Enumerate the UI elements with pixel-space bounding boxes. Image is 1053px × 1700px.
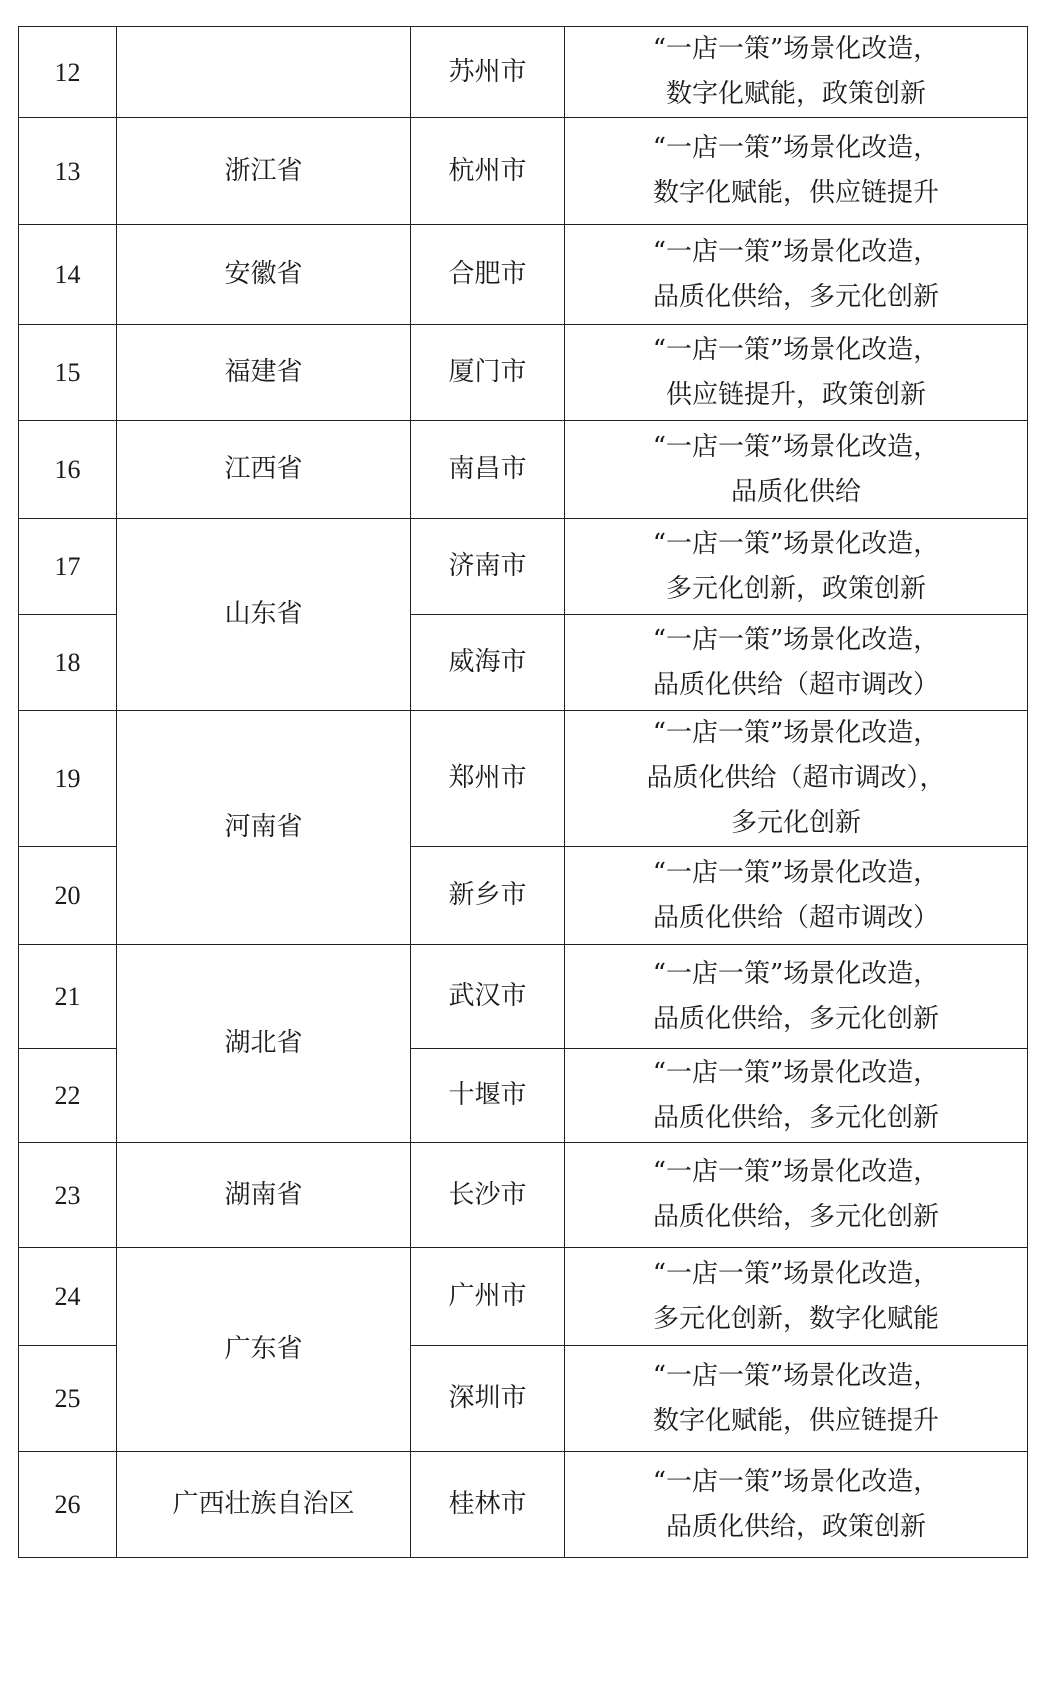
measures-line: “一店一策”场景化改造， xyxy=(652,1157,940,1187)
row-number: 22 xyxy=(19,1049,117,1143)
measures-line: “一店一策”场景化改造， xyxy=(652,624,940,655)
row-number: 18 xyxy=(19,615,117,711)
measures-line: “一店一策”场景化改造， xyxy=(652,857,940,888)
measures-line: “一店一策”场景化改造， xyxy=(652,958,940,989)
measures-cell xyxy=(565,1049,1028,1143)
measures-cell xyxy=(565,711,1028,847)
row-number: 15 xyxy=(19,325,117,421)
province-cell xyxy=(117,27,411,118)
measures-line: “一店一策”场景化改造， xyxy=(652,528,940,559)
city-cell: 深圳市 xyxy=(411,1346,565,1452)
measures-cell xyxy=(565,1248,1028,1346)
measures-line: “一店一策”场景化改造， xyxy=(652,1057,940,1088)
row-number: 13 xyxy=(19,118,117,225)
province-cell: 广东省 xyxy=(117,1248,411,1452)
measures-line: “一店一策”场景化改造， xyxy=(652,1258,940,1289)
city-cell: 杭州市 xyxy=(411,118,565,225)
province-cell: 安徽省 xyxy=(117,225,411,325)
measures-line: 数字化赋能，供应链提升 xyxy=(652,1405,939,1436)
measures-line: 多元化创新，数字化赋能 xyxy=(652,1303,939,1334)
measures-line: 品质化供给，多元化创新 xyxy=(652,1102,939,1133)
table-row xyxy=(19,711,1028,847)
table-row xyxy=(19,325,1028,421)
table-row xyxy=(19,27,1028,118)
table-row xyxy=(19,1143,1028,1248)
pilot-city-table xyxy=(18,26,1028,1558)
row-number: 24 xyxy=(19,1248,117,1346)
measures-line: 数字化赋能，政策创新 xyxy=(665,79,926,109)
province-cell: 福建省 xyxy=(117,325,411,421)
measures-line: “一店一策”场景化改造， xyxy=(652,133,940,163)
city-cell: 郑州市 xyxy=(411,711,565,847)
measures-line: “一店一策”场景化改造， xyxy=(652,718,940,748)
province-cell: 山东省 xyxy=(117,519,411,711)
measures-line: “一店一策”场景化改造， xyxy=(652,34,940,64)
row-number: 12 xyxy=(19,27,117,118)
province-cell: 湖北省 xyxy=(117,945,411,1143)
measures-line: 品质化供给，多元化创新 xyxy=(652,1003,939,1034)
measures-line: “一店一策”场景化改造， xyxy=(652,334,940,365)
measures-cell xyxy=(565,118,1028,225)
measures-cell xyxy=(565,945,1028,1049)
measures-cell xyxy=(565,847,1028,945)
measures-cell xyxy=(565,1452,1028,1558)
measures-line: 数字化赋能，供应链提升 xyxy=(652,178,939,208)
city-cell: 厦门市 xyxy=(411,325,565,421)
measures-line: 品质化供给，多元化创新 xyxy=(652,1202,939,1232)
measures-cell xyxy=(565,1143,1028,1248)
city-cell: 威海市 xyxy=(411,615,565,711)
measures-cell xyxy=(565,421,1028,519)
table-row xyxy=(19,1248,1028,1346)
measures-cell xyxy=(565,325,1028,421)
city-cell: 桂林市 xyxy=(411,1452,565,1558)
measures-line: “一店一策”场景化改造， xyxy=(652,1360,940,1391)
table-row xyxy=(19,1452,1028,1558)
province-cell: 湖南省 xyxy=(117,1143,411,1248)
city-cell: 长沙市 xyxy=(411,1143,565,1248)
measures-line: 品质化供给（超市调改）， xyxy=(646,763,946,793)
row-number: 26 xyxy=(19,1452,117,1558)
table-row xyxy=(19,421,1028,519)
measures-cell xyxy=(565,519,1028,615)
row-number: 17 xyxy=(19,519,117,615)
table-row xyxy=(19,118,1028,225)
measures-line: 品质化供给（超市调改） xyxy=(652,902,939,933)
measures-line: 多元化创新，政策创新 xyxy=(665,573,926,604)
measures-cell xyxy=(565,1346,1028,1452)
province-cell: 河南省 xyxy=(117,711,411,945)
province-cell: 广西壮族自治区 xyxy=(117,1452,411,1558)
measures-line: “一店一策”场景化改造， xyxy=(652,236,940,267)
city-cell: 合肥市 xyxy=(411,225,565,325)
measures-line: 品质化供给，多元化创新 xyxy=(652,281,939,312)
city-cell: 济南市 xyxy=(411,519,565,615)
measures-line: 品质化供给，政策创新 xyxy=(665,1511,926,1542)
measures-line: “一店一策”场景化改造， xyxy=(652,431,940,462)
measures-cell xyxy=(565,225,1028,325)
table-row xyxy=(19,519,1028,615)
measures-line: 品质化供给 xyxy=(730,476,861,507)
province-cell: 浙江省 xyxy=(117,118,411,225)
measures-cell xyxy=(565,27,1028,118)
table-row xyxy=(19,225,1028,325)
row-number: 16 xyxy=(19,421,117,519)
row-number: 25 xyxy=(19,1346,117,1452)
measures-line: 多元化创新 xyxy=(730,808,861,838)
row-number: 23 xyxy=(19,1143,117,1248)
table-row xyxy=(19,945,1028,1049)
measures-cell xyxy=(565,615,1028,711)
measures-line: 供应链提升，政策创新 xyxy=(665,379,926,410)
city-cell: 十堰市 xyxy=(411,1049,565,1143)
row-number: 14 xyxy=(19,225,117,325)
row-number: 19 xyxy=(19,711,117,847)
city-cell: 新乡市 xyxy=(411,847,565,945)
city-cell: 武汉市 xyxy=(411,945,565,1049)
row-number: 21 xyxy=(19,945,117,1049)
province-cell: 江西省 xyxy=(117,421,411,519)
city-cell: 苏州市 xyxy=(411,27,565,118)
measures-line: 品质化供给（超市调改） xyxy=(652,669,939,700)
city-cell: 广州市 xyxy=(411,1248,565,1346)
row-number: 20 xyxy=(19,847,117,945)
city-cell: 南昌市 xyxy=(411,421,565,519)
measures-line: “一店一策”场景化改造， xyxy=(652,1466,940,1497)
